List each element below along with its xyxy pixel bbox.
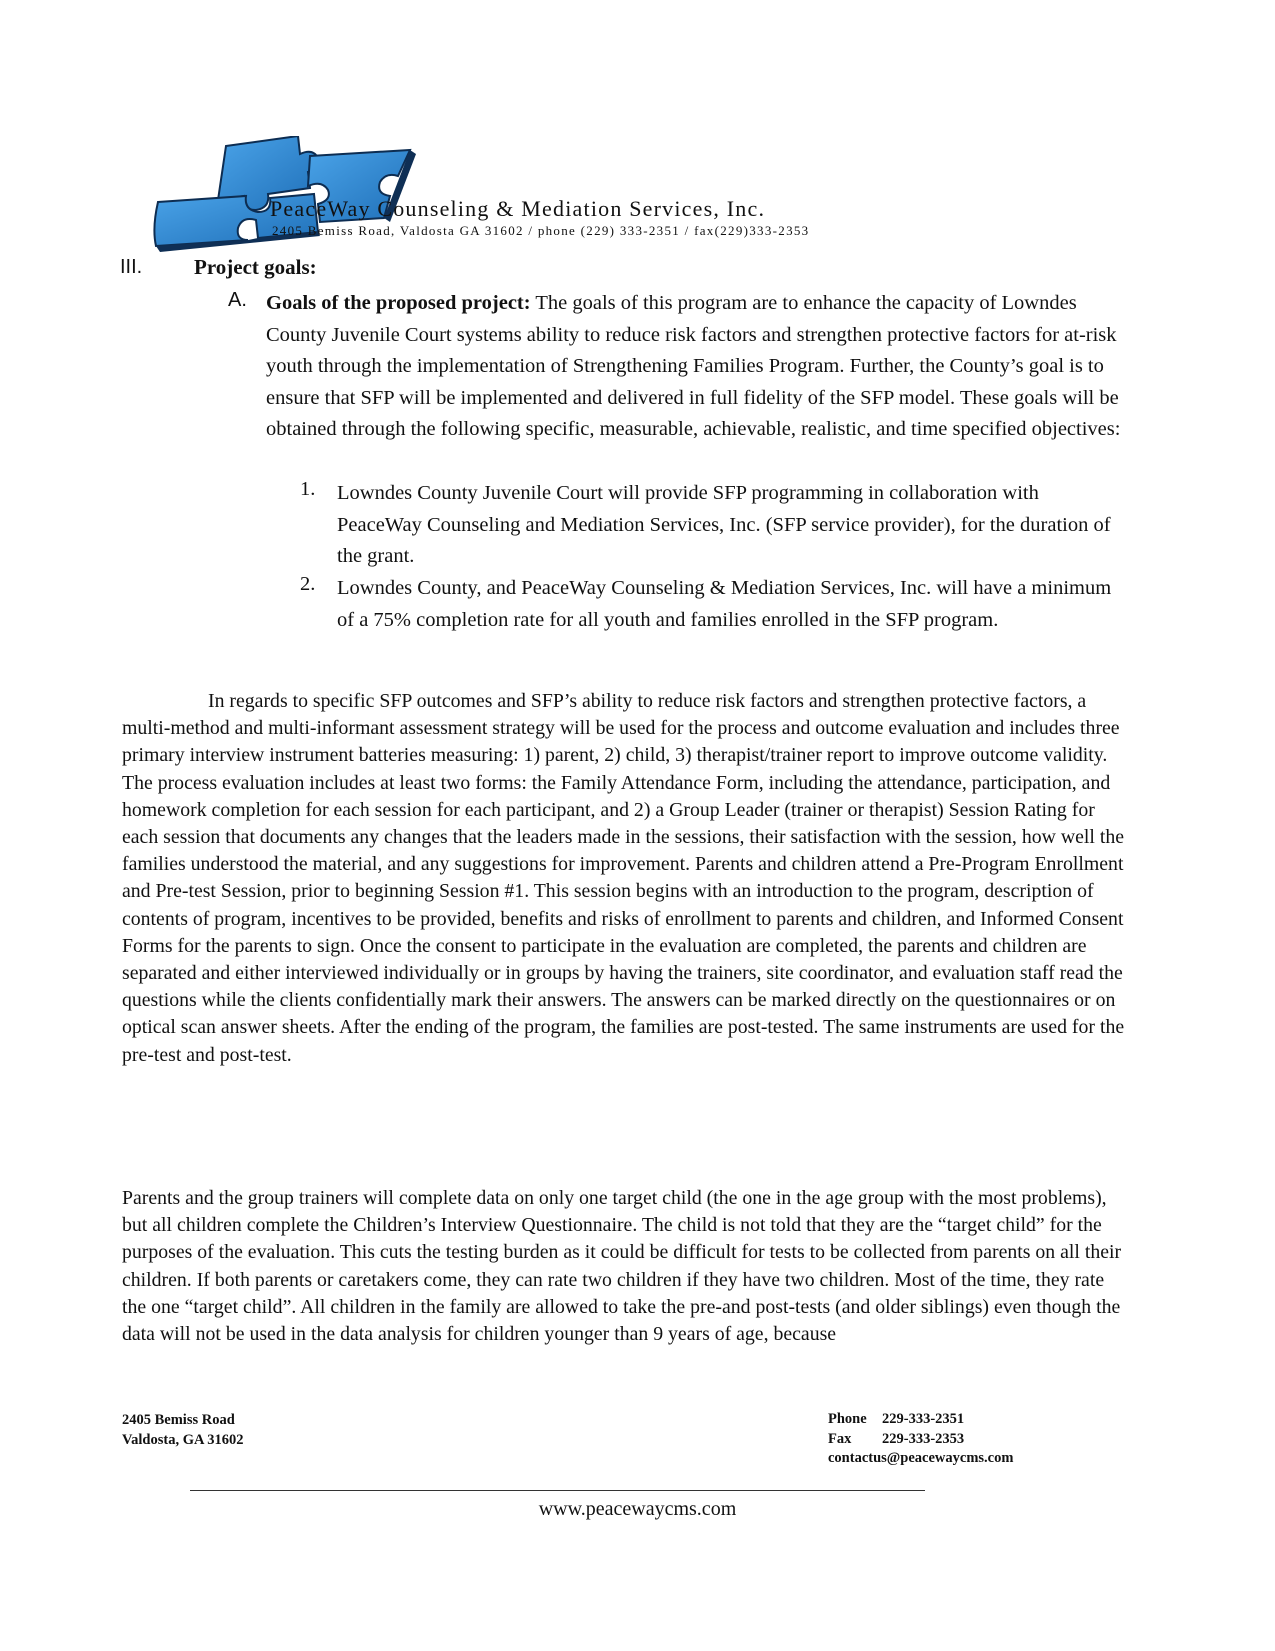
footer-phone-row	[828, 1410, 1013, 1430]
footer-contact	[828, 1410, 1013, 1469]
section-number: III.	[120, 256, 143, 278]
subsection-text: The goals of this program are to enhance the capacity of Lowndes County Juvenile Court systems ability to reduce risk factors and strengthen protective factors for at-risk youth through the implementation of Strengthening Families Program. Further, the County’s goal is to ensure that SFP will be implemented and delivered in full fidelity of the SFP model. These goals will be obtained through the following specific, measurable, achievable, realistic, and time specified objectives:	[266, 292, 1121, 441]
objective-number: 1.	[300, 478, 316, 500]
footer-email[interactable]: contactus@peacewaycms.com	[828, 1450, 1014, 1466]
footer-divider	[190, 1490, 925, 1491]
footer-street: 2405 Bemiss Road	[122, 1412, 235, 1428]
body-paragraph: In regards to specific SFP outcomes and SFP’s ability to reduce risk factors and strengthen protective factors, a multi-method and multi-informant assessment strategy will be used for the process and outcome evaluation and includes three primary interview instrument batteries measuring: 1) parent, 2) child, 3) therapist/trainer report to improve outcome validity. The process evaluation includes at least two forms: the Family Attendance Form, including the attendance, participation, and homework completion for each session for each participant, and 2) a Group Leader (trainer or therapist) Session Rating for each session that documents any changes that the leaders made in the sessions, their satisfaction with the session, how well the families understood the material, and any suggestions for improvement. Parents and children attend a Pre-Program Enrollment and Pre-test Session, prior to beginning Session #1. This session begins with an introduction to the program, description of contents of program, incentives to be provided, benefits and risks of enrollment to parents and children, and Informed Consent Forms for the parents to sign. Once the consent to participate in the evaluation are completed, the parents and children are separated and either interviewed individually or in groups by having the trainers, site coordinator, and evaluation staff read the questions while the clients confidentially mark their answers. The answers can be marked directly on the questionnaires or on optical scan answer sheets. After the ending of the program, the families are post-tested. The same instruments are used for the pre-test and post-test.	[122, 690, 1125, 1066]
subsection-paragraph	[266, 288, 1126, 446]
company-name: PeaceWay Counseling & Mediation Services, Inc.	[270, 196, 766, 221]
fax-value: 229-333-2353	[882, 1430, 965, 1447]
phone-value: 229-333-2351	[882, 1411, 965, 1427]
footer-city: Valdosta, GA 31602	[122, 1431, 244, 1448]
footer-fax-row	[828, 1430, 1013, 1450]
company-address: 2405 Bemiss Road, Valdosta GA 31602 / phone (229) 333-2351 / fax(229)333-2353	[272, 223, 810, 238]
phone-label: Phone	[828, 1411, 867, 1427]
objective-text: Lowndes County, and PeaceWay Counseling & Mediation Services, Inc. will have a minimum of a 75% completion rate for all youth and families enrolled in the SFP program.	[337, 577, 1112, 631]
fax-label: Fax	[828, 1430, 852, 1447]
body-paragraph: Parents and the group trainers will complete data on only one target child (the one in the age group with the most problems), but all children complete the Children’s Interview Questionnaire. The child is not told that they are the “target child” for the purposes of the evaluation. This cuts the testing burden as it could be difficult for tests to be collected from parents on all their children. If both parents or caretakers come, they can rate two children if they have two children. Most of the time, they rate the one “target child”. All children in the family are allowed to take the pre-and post-tests (and older siblings) even though the data will not be used in the data analysis for children younger than 9 years of age, because	[122, 1187, 1122, 1346]
subsection-heading: Goals of the proposed project:	[266, 292, 531, 314]
footer-website-link[interactable]: www.peacewaycms.com	[538, 1498, 737, 1520]
section-title: Project goals:	[194, 255, 317, 279]
objective-number: 2.	[300, 573, 316, 595]
footer-address	[122, 1411, 244, 1450]
subsection-letter: A.	[228, 289, 247, 311]
objective-text: Lowndes County Juvenile Court will provide SFP programming in collaboration with PeaceWay Counseling and Mediation Services, Inc. (SFP service provider), for the duration of the grant.	[337, 482, 1111, 568]
